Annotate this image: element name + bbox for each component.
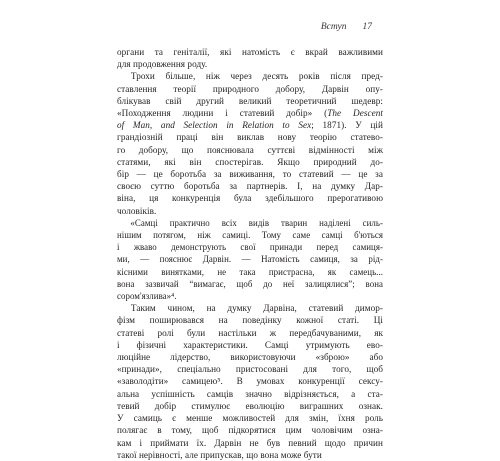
page-number: 17 (362, 22, 372, 32)
paragraph (117, 46, 383, 70)
text-line: блікував свій другий великий теоретичний шедевр: (117, 95, 383, 106)
text-line: ставлення теорії природного добору, Дарвін опу- (117, 83, 383, 94)
text-line: статями, які він спостерігав. Якщо природний до- (117, 156, 383, 167)
text-line: кісними винятками, не така пристрасна, як самець... (117, 266, 383, 277)
text-line: і фізичні характеристики. Самці утримують ево- (117, 339, 383, 350)
quote-paragraph (117, 217, 383, 302)
text-line: статеві ролі були настільки ж передбачуваними, як (117, 327, 383, 338)
text-line: У самиць є менше можливостей для змін, їхня роль (117, 413, 383, 424)
text-line: такої нерівності, але припускав, що вона може бути (117, 449, 322, 460)
running-head-title: Вступ (320, 22, 347, 32)
text-line: сором'язлива»⁴. (117, 291, 177, 302)
text-line: для продовження роду. (117, 59, 208, 70)
text-line: ми, — пояснює Дарвін. — Натомість самиця, за рід- (117, 254, 383, 265)
text-line: чоловіків. (117, 205, 157, 216)
text-line: кам і приймати їх. Дарвін не був певний щодо причин (117, 437, 383, 448)
text-line: грандіозній праці він виклав нову теорію статево- (117, 132, 383, 143)
text-line: альна успішність самців значно відрізняється, а ста- (117, 388, 383, 399)
running-head (321, 22, 372, 32)
text-line: вона зазвичай “вимагає, щоб до неї залицялися”; вона (117, 278, 383, 289)
text-line: Трохи більше, ніж через десять років після пред- (117, 71, 383, 82)
text-line: «Походження людини і статевий добір» (The Descent (117, 108, 383, 119)
text-line: бір — це боротьба за виживання, то статевий — це за (117, 169, 383, 180)
text-line: і жваво демонструють свої принади перед самиця- (117, 242, 383, 253)
text-line: го добору, що пояснювала суттєві відмінності між (117, 144, 383, 155)
text-line: «Самці практично всіх видів тварин наділені силь- (117, 217, 383, 228)
text-line: люційне лідерство, використовуючи «зброю» або (117, 352, 383, 363)
text-line: тевий добір стимулює еволюцію виграшних ознак. (117, 400, 383, 411)
text-line: нішим потягом, ніж самиці. Тому саме самці б'ються (117, 230, 383, 241)
text-line: полягає в тому, щоб підкорятися цим чоловічим озна- (117, 425, 383, 436)
text-line: «заволодіти» самицею⁵. В умовах конкуренції сексу- (117, 376, 383, 387)
body-text (117, 46, 383, 461)
text-line: of Man, and Selection in Relation to Sex; 1871). У цій (117, 120, 384, 131)
paragraph (117, 302, 383, 461)
text-line: своєю суттю боротьба за партнерів. І, на думку Дар- (117, 181, 383, 192)
text-line: «принади», спеціально пристосовані для того, щоб (117, 364, 383, 375)
text-line: фізм поширювався на поведінку кожної статі. Ці (117, 315, 383, 326)
text-line: віна, ця конкуренція була здебільшого прерогативою (117, 193, 383, 204)
text-line: органи та геніталії, які натомість є вкрай важливими (117, 47, 383, 57)
text-line: Таким чином, на думку Дарвіна, статевий димор- (117, 303, 383, 314)
paragraph (117, 70, 383, 216)
